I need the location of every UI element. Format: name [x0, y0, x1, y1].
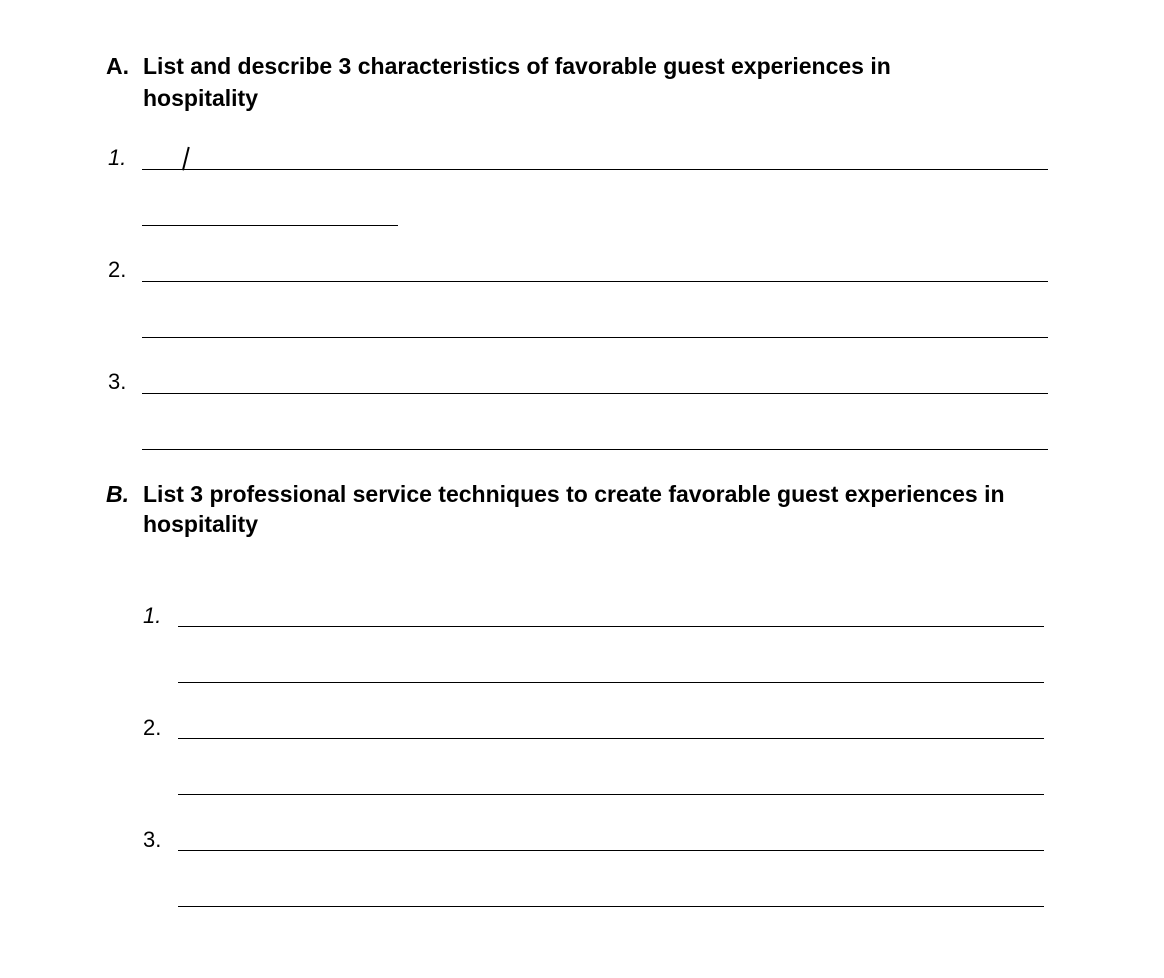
section-a-item-1-answer-line-1[interactable] — [142, 169, 1048, 170]
section-b-title-line1: List 3 professional service techniques to create favorable guest experiences in — [143, 481, 1005, 507]
section-a-item-3-answer-line-1[interactable] — [142, 393, 1048, 394]
section-b-item-1-answer-line-1[interactable] — [178, 626, 1044, 627]
section-b-item-2-answer-line-2[interactable] — [178, 794, 1044, 795]
section-b-item-2-answer-line-1[interactable] — [178, 738, 1044, 739]
section-a-item-1-number: 1. — [108, 145, 127, 170]
section-b-item-1-number: 1. — [143, 603, 162, 628]
section-a-title-line2: hospitality — [143, 85, 259, 111]
section-a-title-line1: List and describe 3 characteristics of favorable guest experiences in — [143, 53, 891, 79]
section-a-item-2-number: 2. — [108, 257, 127, 282]
text-cursor-mark — [182, 147, 189, 171]
section-b-item-1-answer-line-2[interactable] — [178, 682, 1044, 683]
section-a-item-2-answer-line-1[interactable] — [142, 281, 1048, 282]
section-a-item-3-answer-line-2[interactable] — [142, 449, 1048, 450]
section-a-letter: A. — [106, 53, 129, 79]
section-a-item-1-answer-line-2[interactable] — [142, 225, 398, 226]
section-a-item-3-number: 3. — [108, 369, 127, 394]
section-b-item-3-answer-line-2[interactable] — [178, 906, 1044, 907]
section-a-item-2-answer-line-2[interactable] — [142, 337, 1048, 338]
section-b-title-line2: hospitality — [143, 511, 259, 537]
section-b-letter: B. — [106, 481, 129, 507]
section-b-item-3-answer-line-1[interactable] — [178, 850, 1044, 851]
section-b-item-3-number: 3. — [143, 827, 162, 852]
section-b-item-2-number: 2. — [143, 715, 162, 740]
